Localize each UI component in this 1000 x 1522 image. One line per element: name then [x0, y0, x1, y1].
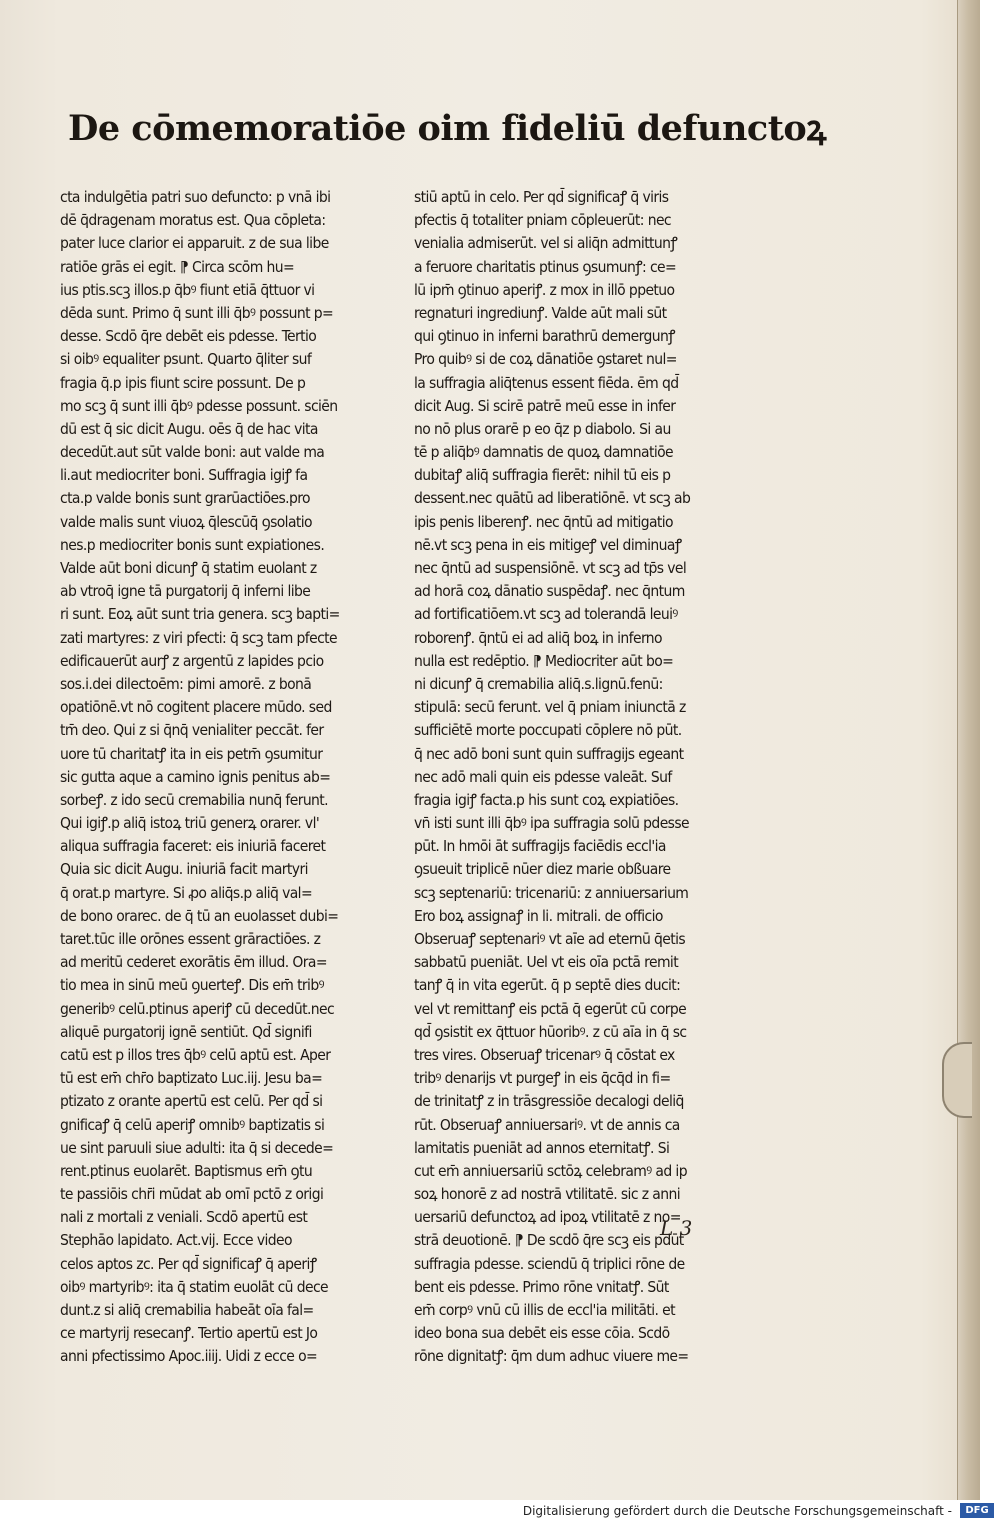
text-line: regnaturi ingrediunꝭ. Valde aūt mali sūt	[414, 303, 667, 322]
text-line: dunt.z si aliq̄ cremabilia habeāt oīa fal=	[60, 1301, 314, 1319]
text-line: ipis penis liberenꝭ. nec q̄ntū ad mitigatio	[414, 512, 673, 531]
text-line: soꝝ honorē z ad nostrā vtilitatē. sic z anni	[414, 1185, 680, 1204]
text-line: tanꝭ q̄ in vita egerūt. q̄ p septē dies ducit:	[414, 976, 681, 995]
text-line: de bono orarec. de q̄ tū an euolasset dubi=	[60, 906, 339, 925]
text-line: a feruore charitatis ptinus ꝯsumunꝭ: ce=	[414, 257, 677, 276]
text-line: ue sint paruuli siue adulti: ita q̄ si decede=	[60, 1138, 334, 1157]
text-line: uore tū charitatꝭ ita in eis petm̄ ꝯsumitur	[60, 744, 323, 763]
footer-bar	[0, 1500, 1000, 1522]
text-line: taret.tūc ille orōnes essent grāractiōes. z	[60, 930, 321, 948]
text-line: ideo bona sua debēt eis esse cōia. Scdō	[414, 1324, 670, 1343]
text-line: te passiōis chr̄i mūdat ab omī pctō z origi	[60, 1185, 324, 1204]
text-line: fragia igiꝭ facta.p his sunt coꝝ expiatiōes.	[414, 790, 679, 809]
page-edge-tab	[942, 1042, 972, 1118]
text-line: Ero boꝝ assignaꝭ in li. mitrali. de officio	[414, 906, 663, 925]
text-line: ratiōe grās ei egit. ⁋ Circa scōm hu=	[60, 257, 295, 276]
text-line: zati martyres: z viri pfecti: q̄ scꝫ tam pfecte	[60, 628, 337, 647]
text-line: suffragia pdesse. sciendū q̄ triplici rōne de	[414, 1254, 685, 1273]
text-line: strā deuotionē. ⁋ De scdō q̄re scꝫ eis pdūt	[414, 1231, 684, 1250]
text-line: stipulā: secū ferunt. vel q̄ pniam iniunctā z	[414, 698, 686, 717]
text-line: ce martyrij resecanꝭ. Tertio apertū est Jo	[60, 1324, 318, 1343]
text-line: Valde aūt boni dicunꝭ q̄ statim euolant z	[60, 559, 317, 577]
text-line: vn̄ isti sunt illi q̄bꝰ ipa suffragia solū pdesse	[414, 814, 689, 833]
text-line: rōne dignitatꝭ: q̄m dum adhuc viuere me=	[414, 1347, 689, 1366]
text-line: q̄ orat.p martyre. Si ꝓo aliq̄s.p aliq̄ val=	[60, 883, 313, 902]
text-line: nali z mortali z veniali. Scdō apertū est	[60, 1208, 308, 1227]
text-line: gnificaꝭ q̄ celū aperiꝭ omnibꝰ baptizatis si	[60, 1115, 325, 1134]
text-line: mo scꝫ q̄ sunt illi q̄bꝰ pdesse possunt. sciēn	[60, 396, 338, 415]
text-line: ab vtroq̄ igne tā purgatorij q̄ inferni libe	[60, 582, 311, 601]
text-line: dubitaꝭ aliq̄ suffragia fierēt: nihil tū eis p	[414, 466, 671, 485]
text-line: dū est q̄ sic dicit Augu. oēs q̄ de hac vita	[60, 419, 318, 438]
text-line: generibꝰ celū.ptinus aperiꝭ cū decedūt.nec	[60, 999, 335, 1018]
text-line: fragia q̄.p ipis fiunt scire possunt. De p	[60, 373, 306, 392]
text-line: la suffragia aliq̄tenus essent fiēda. ēm qd̄	[414, 373, 679, 392]
page-edge	[957, 0, 980, 1500]
text-line: tē p aliq̄bꝰ damnatis de quoꝝ damnatiōe	[414, 443, 674, 462]
text-line: nec q̄ntū ad suspensiōnē. vt scꝫ ad tp̄s vel	[414, 559, 687, 577]
text-line: li.aut mediocriter boni. Suffragia igiꝭ fa	[60, 466, 308, 485]
text-line: dē q̄dragenam moratus est. Qua cōpleta:	[60, 211, 326, 230]
text-line: tribꝰ denarijs vt purgeꝭ in eis q̄cq̄d in fi=	[414, 1069, 671, 1088]
text-line: nulla est redēptio. ⁋ Mediocriter aūt bo=	[414, 651, 674, 670]
text-line: qd̄ ꝯsistit ex q̄ttuor hūoribꝰ. z cū aīa in q̄ sc	[414, 1022, 687, 1041]
text-line: ni dicunꝭ q̄ cremabilia aliq̄.s.lignū.fenū:	[414, 674, 663, 693]
text-line: Obseruaꝭ septenariꝰ vt aīe ad eternū q̄etis	[414, 930, 686, 948]
text-line: si oibꝰ equaliter psunt. Quarto q̄liter suf	[60, 350, 312, 369]
text-line: Pro quibꝰ si de coꝝ dānatiōe ꝯstaret nul=	[414, 350, 677, 369]
text-line: vel vt remittanꝭ eis pctā q̄ egerūt cū corpe	[414, 999, 687, 1018]
text-line: no nō plus orarē p eo q̄z p diabolo. Si au	[414, 419, 671, 438]
text-line: Qui igiꝭ.p aliq̄ istoꝝ triū generꝝ orarer. vl'	[60, 814, 320, 833]
text-line: tres vires. Obseruaꝭ tricenarꝰ q̄ cōstat ex	[414, 1045, 675, 1064]
text-line: ius ptis.scꝫ illos.p q̄bꝰ fiunt etiā q̄ttuor vi	[60, 280, 315, 299]
text-line: rūt. Obseruaꝭ anniuersariꝰ. vt de annis ca	[414, 1115, 680, 1134]
text-line: pfectis q̄ totaliter pniam cōpleuerūt: nec	[414, 211, 671, 230]
text-line: ri sunt. Eoꝝ aūt sunt tria genera. scꝫ bapti=	[60, 605, 340, 624]
text-line: sos.i.dei dilectoēm: pimi amorē. z bonā	[60, 674, 312, 693]
text-line: em̄ corpꝰ vnū cū illis de eccl'ia militāti. et	[414, 1301, 676, 1319]
text-line: ꝯsueuit triplicē nūer diez marie obßuare	[414, 860, 671, 879]
text-line: ad meritū cederet exorātis ēm illud. Ora=	[60, 953, 327, 972]
text-line: dēda sunt. Primo q̄ sunt illi q̄bꝰ possunt p=	[60, 303, 334, 322]
text-line: ptizato z orante apertū est celū. Per qd̄ si	[60, 1092, 323, 1111]
text-line: sorbeꝭ. z ido secū cremabilia nunq̄ ferunt.	[60, 790, 328, 809]
text-line: nec adō mali quin eis pdesse valeāt. Suf	[414, 767, 672, 786]
text-line: tū est em̄ chr̄o baptizato Luc.iij. Jesu ba=	[60, 1069, 323, 1088]
dfg-logo: DFG	[960, 1503, 994, 1518]
text-line: bent eis pdesse. Primo rōne vnitatꝭ. Sūt	[414, 1277, 669, 1296]
text-line: desse. Scdō q̄re debēt eis pdesse. Tertio	[60, 327, 317, 346]
text-line: aliqua suffragia faceret: eis iniuriā faceret	[60, 837, 326, 856]
text-line: uersariū defunctoꝝ ad ipoꝝ vtilitatē z no=	[414, 1208, 681, 1227]
text-line: ad fortificatiōem.vt scꝫ ad tolerandā leuiꝰ	[414, 605, 678, 624]
text-line: qui ꝯtinuo in inferni barathrū demergunꝭ	[414, 327, 675, 346]
text-line: sabbatū pueniāt. Uel vt eis oīa pctā remit	[414, 953, 679, 972]
text-line: sufficiētē morte poccupati cōplere nō pūt.	[414, 721, 682, 740]
funding-credit: Digitalisierung gefördert durch die Deutsche Forschungsgemeinschaft -	[522, 1504, 952, 1518]
text-line: decedūt.aut sūt valde boni: aut valde ma	[60, 443, 325, 462]
page-heading: De cōmemoratiōe oim fideliū defunctoꝝ	[68, 108, 826, 149]
text-line: dessent.nec quātū ad liberatiōnē. vt scꝫ ab	[414, 489, 691, 508]
text-line: anni pfectissimo Apoc.iiij. Uidi z ecce o=	[60, 1347, 318, 1366]
text-line: roborenꝭ. q̄ntū ei ad aliq̄ boꝝ in inferno	[414, 628, 662, 647]
text-line: tio mea in sinū meū ꝯuerteꝭ. Dis em̄ tribꝰ	[60, 976, 324, 995]
text-line: opatiōnē.vt nō cogitent placere mūdo. sed	[60, 698, 332, 717]
text-line: cut em̄ anniuersariū sctōꝝ celebramꝰ ad ip	[414, 1161, 687, 1180]
text-line: ad horā coꝝ dānatio suspēdaꝭ. nec q̄ntum	[414, 582, 685, 601]
text-line: q̄ nec adō boni sunt quin suffragijs egeant	[414, 744, 684, 763]
text-line: dicit Aug. Si scirē patrē meū esse in infer	[414, 396, 676, 415]
text-line: nē.vt scꝫ pena in eis mitigeꝭ vel diminuaꝭ	[414, 535, 682, 554]
signature-mark: L 3	[660, 1216, 693, 1240]
text-line: lū ipm̄ ꝯtinuo aperiꝭ. z mox in illō ppetuo	[414, 280, 675, 299]
text-line: lamitatis pueniāt ad annos eternitatꝭ. Si	[414, 1138, 670, 1157]
text-line: pater luce clarior ei apparuit. z de sua libe	[60, 234, 329, 253]
right-text-column	[414, 186, 746, 1369]
text-line: stiū aptū in celo. Per qd̄ significaꝭ q̄ viris	[414, 188, 669, 206]
text-line: aliquē purgatorij ignē sentiūt. Qd̄ signifi	[60, 1022, 312, 1041]
text-line: valde malis sunt viuoꝝ q̄lescūq̄ ꝯsolatio	[60, 512, 312, 531]
text-line: tm̄ deo. Qui z si q̄nq̄ venialiter peccāt. fer	[60, 721, 324, 740]
left-text-column	[60, 186, 400, 1369]
text-line: sic gutta aque a camino ignis penitus ab=	[60, 767, 331, 786]
text-line: nes.p mediocriter bonis sunt expiationes.	[60, 535, 325, 554]
text-line: cta indulgētia patri suo defuncto: p vnā ibi	[60, 188, 331, 206]
text-line: scꝫ septenariū: tricenariū: z anniuersarium	[414, 883, 689, 902]
text-line: venialia admiserūt. vel si aliq̄n admittunꝭ	[414, 234, 678, 253]
text-line: de trinitatꝭ z in trāsgressiōe decalogi deliq̄	[414, 1092, 684, 1111]
text-line: celos aptos zc. Per qd̄ significaꝭ q̄ aperiꝭ	[60, 1254, 317, 1273]
text-line: edificauerūt aurꝭ z argentū z lapides pcio	[60, 651, 324, 670]
text-line: catū est p illos tres q̄bꝰ celū aptū est. Aper	[60, 1045, 331, 1064]
text-line: pūt. In hmōi āt suffragijs faciēdis eccl'ia	[414, 837, 666, 856]
text-line: cta.p valde bonis sunt grarūactiōes.pro	[60, 489, 310, 508]
text-line: Quia sic dicit Augu. iniuriā facit martyri	[60, 860, 308, 879]
text-line: rent.ptinus euolarēt. Baptismus em̄ ꝯtu	[60, 1161, 313, 1180]
text-line: oibꝰ martyribꝰ: ita q̄ statim euolāt cū dece	[60, 1277, 328, 1296]
text-line: Stephāo lapidato. Act.vij. Ecce video	[60, 1231, 292, 1250]
